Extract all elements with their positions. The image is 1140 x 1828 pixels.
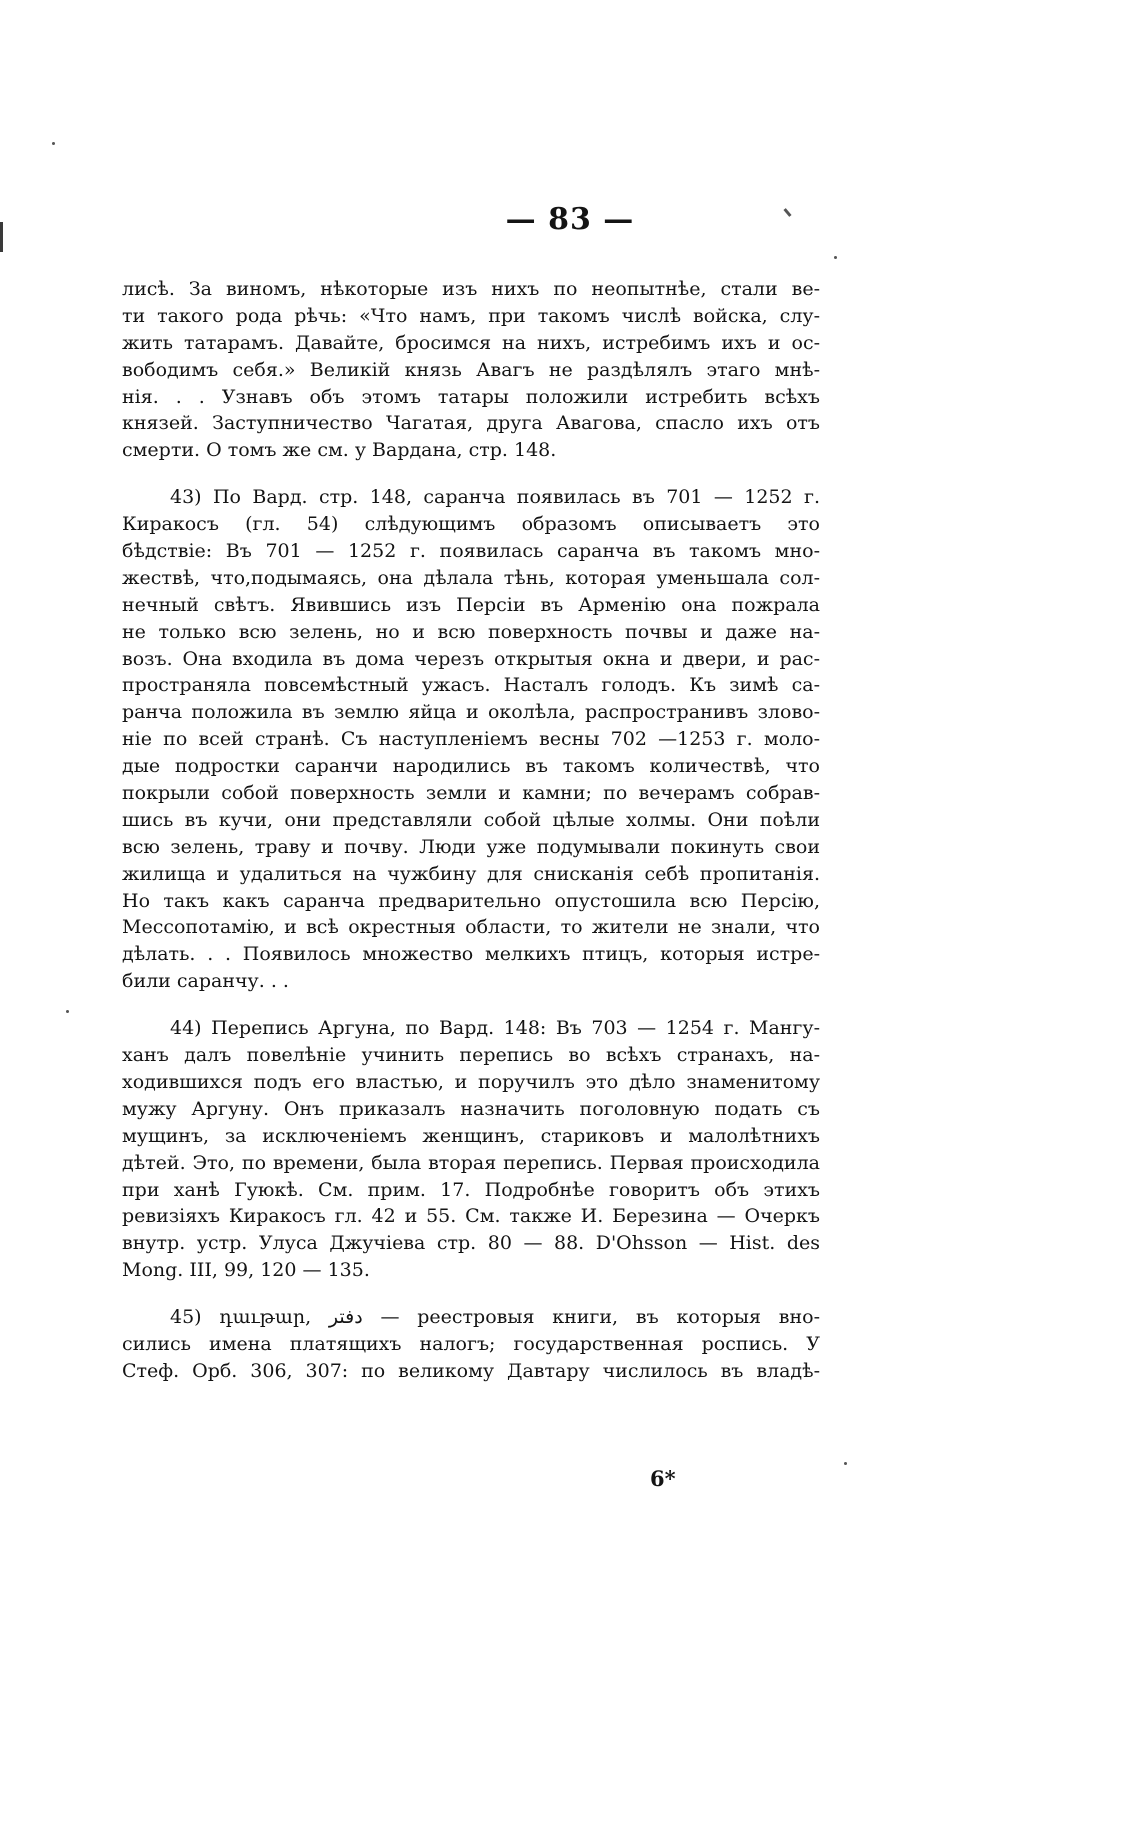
text-line: шись въ кучи, они представляли собой цѣлые холмы. Они поѣли: [122, 808, 820, 831]
paragraph-continuation: [122, 276, 820, 464]
paragraph-gap: [122, 464, 820, 484]
text-line: возъ. Она входила въ дома черезъ открытыя окна и двери, и рас-: [122, 647, 820, 670]
text-line: дѣтей. Это, по времени, была вторая перепись. Первая происходила: [122, 1151, 820, 1174]
text-line: жествѣ, что,подымаясь, она дѣлала тѣнь, которая уменьшала сол-: [122, 566, 820, 589]
text-line: князей. Заступничество Чагатая, друга Авагова, спасло ихъ отъ: [122, 412, 820, 435]
text-line: били саранчу. . .: [122, 970, 289, 993]
scan-speck: [834, 256, 837, 259]
text-line: Но такъ какъ саранча предварительно опустошила всю Персію,: [122, 889, 820, 912]
scan-speck: [844, 1462, 847, 1465]
note-45: [122, 1304, 820, 1385]
text-line: смерти. О томъ же см. у Вардана, стр. 148.: [122, 439, 557, 462]
text-line: всю зелень, траву и почву. Люди уже подумывали покинуть свои: [122, 835, 820, 858]
text-line: дѣлать. . . Появилось множество мелкихъ птицъ, которыя истре-: [122, 943, 820, 966]
text-line: Киракосъ (гл. 54) слѣдующимъ образомъ описываетъ это: [122, 513, 820, 536]
text-line: внутр. устр. Улуса Джучіева стр. 80 — 88. D'Ohsson — Hist. des: [122, 1232, 820, 1255]
paragraph-gap: [122, 1284, 820, 1304]
text-line: нечный свѣтъ. Явившись изъ Персіи въ Арменію она пожрала: [122, 593, 820, 616]
text-line: не только всю зелень, но и всю поверхность почвы и даже на-: [122, 620, 820, 643]
text-line: ніе по всей странѣ. Съ наступленіемъ весны 702 —1253 г. моло-: [122, 728, 820, 751]
text-line: мущинъ, за исключеніемъ женщинъ, стариковъ и малолѣтнихъ: [122, 1124, 820, 1147]
scan-speck: [52, 142, 55, 145]
paragraph-gap: [122, 995, 820, 1015]
text-line: пространяла повсемѣстный ужасъ. Насталъ голодъ. Къ зимѣ са-: [122, 674, 820, 697]
text-line: 44) Перепись Аргуна, по Вард. 148: Въ 703 — 1254 г. Мангу-: [170, 1017, 820, 1040]
text-line: ханъ далъ повелѣніе учинить перепись во всѣхъ странахъ, на-: [122, 1044, 820, 1067]
text-line: ревизіяхъ Киракосъ гл. 42 и 55. См. также И. Березина — Очеркъ: [122, 1205, 820, 1228]
text-line: бѣдствіе: Въ 701 — 1252 г. появилась саранча въ такомъ мно-: [122, 540, 820, 563]
text-line: 43) По Вард. стр. 148, саранча появилась въ 701 — 1252 г.: [170, 486, 820, 509]
text-line: дые подростки саранчи народились въ такомъ количествѣ, что: [122, 755, 820, 778]
signature-mark: 6*: [650, 1466, 676, 1491]
text-line: покрыли собой поверхность земли и камни; по вечерамъ собрав-: [122, 782, 820, 805]
body-text: [122, 276, 820, 1385]
scan-speck: [66, 1010, 69, 1013]
text-line: ранча положила въ землю яйца и околѣла, распространивъ злово-: [122, 701, 820, 724]
note-44: [122, 1015, 820, 1284]
text-line: лисѣ. За виномъ, нѣкоторые изъ нихъ по неопытнѣе, стали ве-: [122, 278, 820, 300]
note-43: [122, 484, 820, 995]
text-line: Стеф. Орб. 306, 307: по великому Давтару числилось въ владѣ-: [122, 1359, 820, 1382]
text-line: Mong. III, 99, 120 — 135.: [122, 1259, 370, 1282]
text-line: нія. . . Узнавъ объ этомъ татары положили истребить всѣхъ: [122, 385, 820, 408]
text-line: Мессопотамію, и всѣ окрестныя области, то жители не знали, что: [122, 916, 820, 939]
text-line: при ханѣ Гуюкѣ. См. прим. 17. Подробнѣе говоритъ объ этихъ: [122, 1178, 820, 1201]
text-line: ходившихся подъ его властью, и поручилъ это дѣло знаменитому: [122, 1070, 820, 1093]
text-line: 45) դաւթար, دفتر — реестровыя книги, въ которыя вно-: [170, 1306, 820, 1329]
text-line: ти такого рода рѣчь: «Что намъ, при такомъ числѣ войска, слу-: [122, 304, 820, 327]
text-line: жилища и удалиться на чужбину для снисканія себѣ пропитанія.: [122, 862, 820, 885]
page-number: — 83 —: [505, 202, 635, 237]
text-line: жить татарамъ. Давайте, бросимся на нихъ, истребимъ ихъ и ос-: [122, 331, 820, 354]
text-line: мужу Аргуну. Онъ приказалъ назначить поголовную подать съ: [122, 1097, 820, 1120]
text-line: сились имена платящихъ налогъ; государственная роспись. У: [122, 1332, 820, 1355]
text-line: вободимъ себя.» Великій князь Авагъ не раздѣлялъ этаго мнѣ-: [122, 358, 820, 381]
